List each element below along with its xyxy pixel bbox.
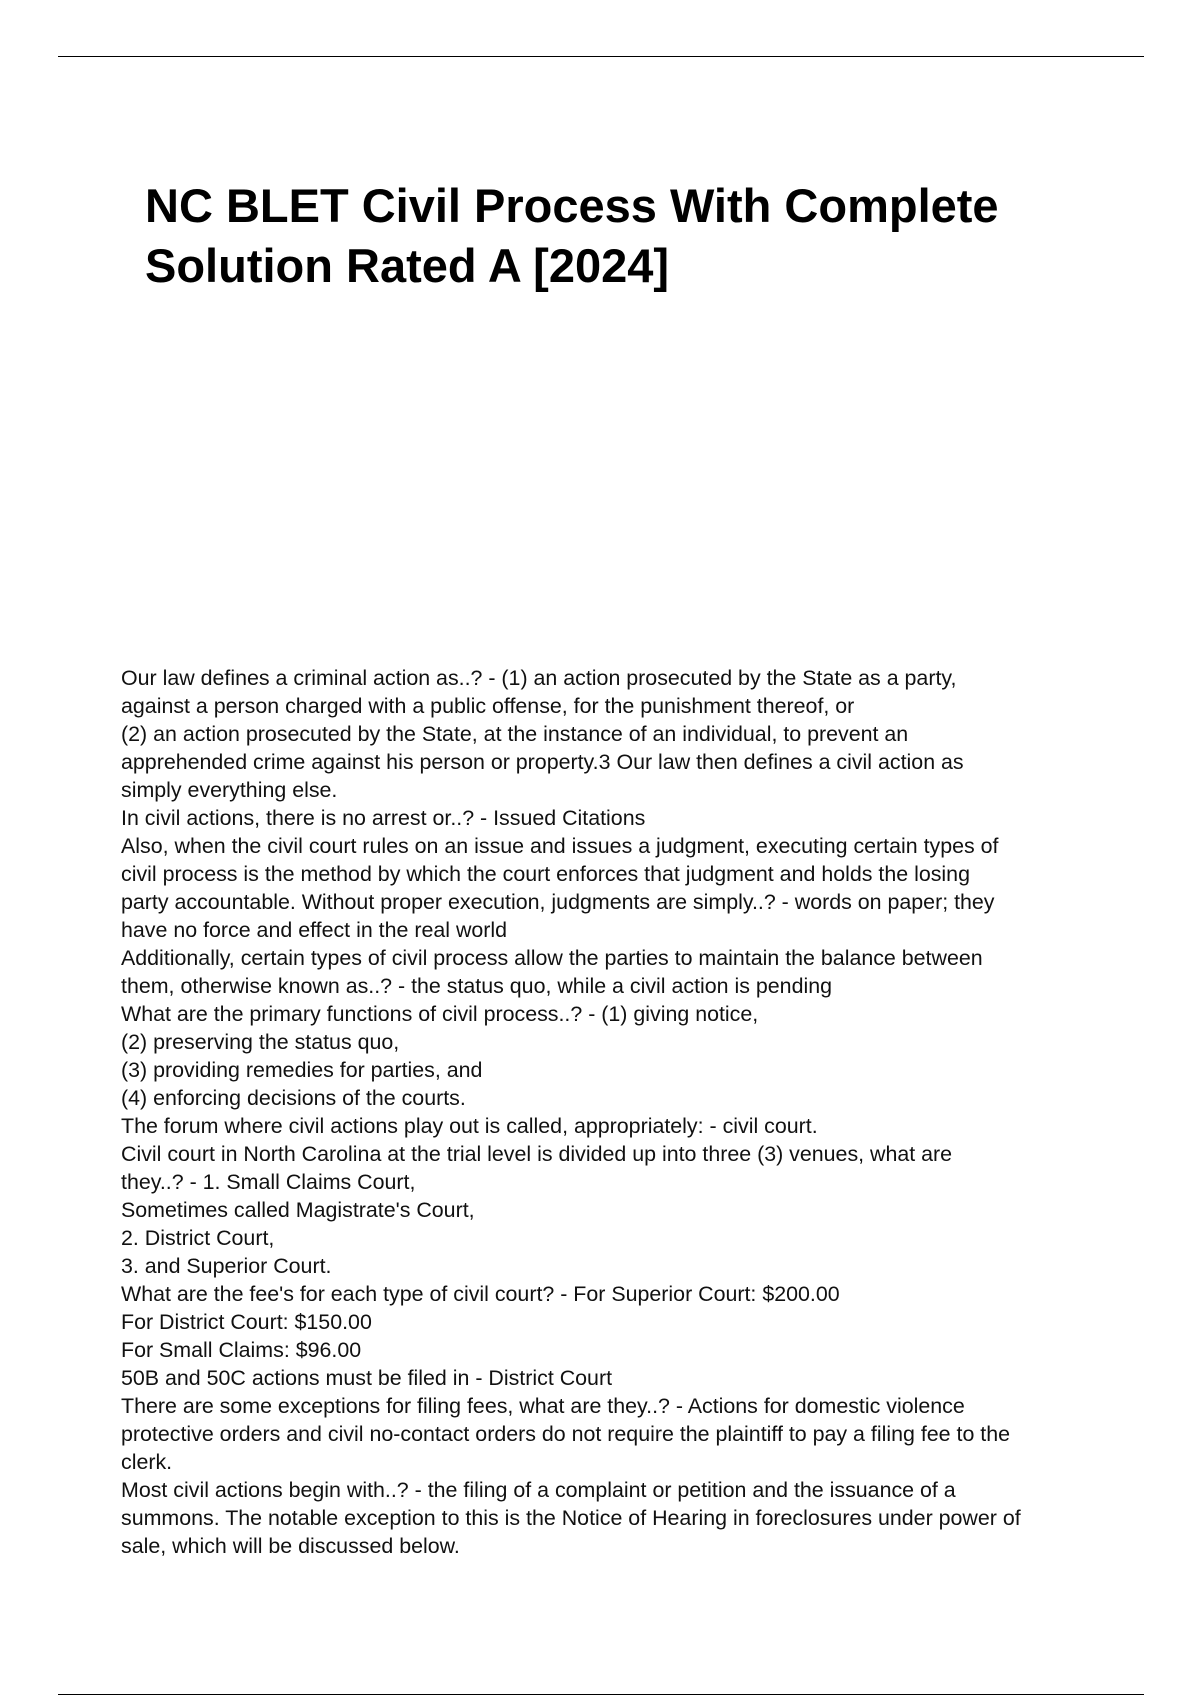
body-line: protective orders and civil no-contact orders do not require the plaintiff to pay a filing fee to the [121,1422,1011,1446]
body-line: apprehended crime against his person or property.3 Our law then defines a civil action as [121,750,964,774]
body-line: party accountable. Without proper execution, judgments are simply..? - words on paper; they [121,890,995,914]
body-line: For District Court: $150.00 [121,1310,372,1334]
body-line: Civil court in North Carolina at the trial level is divided up into three (3) venues, what are [121,1142,953,1166]
bottom-rule [58,1694,1144,1695]
body-line: them, otherwise known as..? - the status quo, while a civil action is pending [121,974,833,998]
body-line: There are some exceptions for filing fees, what are they..? - Actions for domestic violence [121,1394,965,1418]
document-body [121,664,1151,1560]
body-line: (2) an action prosecuted by the State, at the instance of an individual, to prevent an [121,722,909,746]
body-line: civil process is the method by which the court enforces that judgment and holds the losing [121,862,970,886]
body-line: Also, when the civil court rules on an issue and issues a judgment, executing certain types of [121,834,999,858]
body-line: 50B and 50C actions must be filed in - District Court [121,1366,613,1390]
top-rule [58,56,1144,57]
body-line: against a person charged with a public offense, for the punishment thereof, or [121,694,855,718]
body-line: (3) providing remedies for parties, and [121,1058,483,1082]
body-line: sale, which will be discussed below. [121,1534,460,1558]
body-line: 3. and Superior Court. [121,1254,332,1278]
body-line: have no force and effect in the real world [121,918,508,942]
body-line: What are the fee's for each type of civil court? - For Superior Court: $200.00 [121,1282,840,1306]
body-line: (2) preserving the status quo, [121,1030,400,1054]
body-line: simply everything else. [121,778,338,802]
body-line: clerk. [121,1450,173,1474]
body-line: In civil actions, there is no arrest or..? - Issued Citations [121,806,646,830]
body-line: Our law defines a criminal action as..? - (1) an action prosecuted by the State as a party, [121,666,957,690]
body-line: What are the primary functions of civil process..? - (1) giving notice, [121,1002,759,1026]
body-line: Most civil actions begin with..? - the filing of a complaint or petition and the issuance of a [121,1478,956,1502]
document-title [145,176,1145,296]
body-line: summons. The notable exception to this is the Notice of Hearing in foreclosures under power of [121,1506,1021,1530]
body-line: Sometimes called Magistrate's Court, [121,1198,475,1222]
body-line: The forum where civil actions play out is called, appropriately: - civil court. [121,1114,818,1138]
title-line-2: Solution Rated A [2024] [145,239,670,292]
body-line: Additionally, certain types of civil process allow the parties to maintain the balance between [121,946,983,970]
body-line: (4) enforcing decisions of the courts. [121,1086,466,1110]
title-line-1: NC BLET Civil Process With Complete [145,179,999,232]
body-line: they..? - 1. Small Claims Court, [121,1170,416,1194]
body-line: For Small Claims: $96.00 [121,1338,362,1362]
body-line: 2. District Court, [121,1226,275,1250]
